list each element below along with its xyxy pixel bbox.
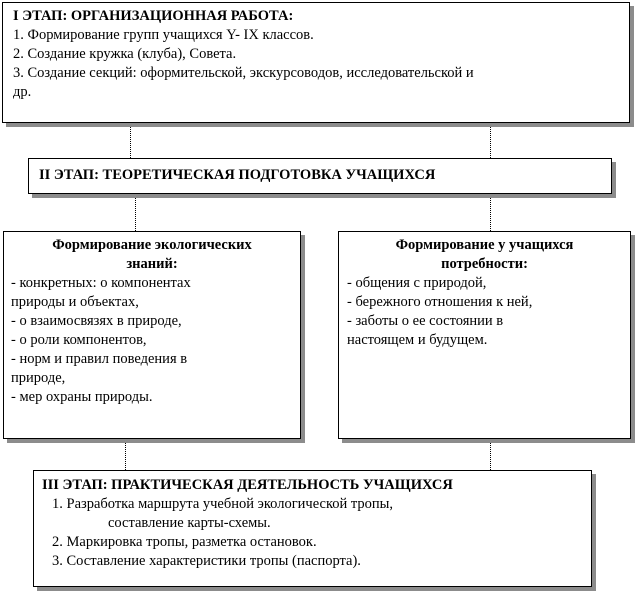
knowledge-item: - норм и правил поведения в bbox=[11, 351, 188, 367]
connector-needs-stage3 bbox=[490, 440, 491, 470]
needs-box bbox=[338, 231, 631, 439]
stage3-item-continuation: составление карты-схемы. bbox=[108, 515, 271, 531]
knowledge-item: - мер охраны природы. bbox=[11, 389, 153, 405]
knowledge-item: - о взаимосвязях в природе, bbox=[11, 313, 182, 329]
knowledge-item: природе, bbox=[11, 370, 66, 386]
stage1-item: 1. Формирование групп учащихся Y- IX классов. bbox=[13, 27, 314, 43]
stage3-item: 3. Составление характеристики тропы (паспорта). bbox=[52, 553, 361, 569]
stage2-box bbox=[28, 158, 612, 194]
connector-stage1-stage2-right bbox=[490, 124, 491, 158]
needs-title: Формирование у учащихся bbox=[395, 237, 574, 253]
stage1-item: др. bbox=[13, 84, 32, 100]
stage1-box bbox=[2, 2, 630, 123]
knowledge-title: знаний: bbox=[126, 256, 178, 272]
knowledge-item: природы и объектах, bbox=[11, 294, 139, 310]
knowledge-box bbox=[3, 231, 301, 439]
stage2-title: II ЭТАП: ТЕОРЕТИЧЕСКАЯ ПОДГОТОВКА УЧАЩИХСЯ bbox=[39, 167, 436, 183]
needs-item: - заботы о ее состоянии в bbox=[347, 313, 504, 329]
stage3-title: III ЭТАП: ПРАКТИЧЕСКАЯ ДЕЯТЕЛЬНОСТЬ УЧАЩИХСЯ bbox=[42, 477, 453, 493]
connector-stage2-knowledge bbox=[135, 195, 136, 231]
needs-item: настоящем и будущем. bbox=[347, 332, 488, 348]
stage3-item: 2. Маркировка тропы, разметка остановок. bbox=[52, 534, 317, 550]
connector-stage2-needs bbox=[490, 195, 491, 231]
needs-item: - общения с природой, bbox=[347, 275, 487, 291]
knowledge-item: - конкретных: о компонентах bbox=[11, 275, 191, 291]
needs-item: - бережного отношения к ней, bbox=[347, 294, 533, 310]
needs-title: потребности: bbox=[441, 256, 528, 272]
stage1-item: 2. Создание кружка (клуба), Совета. bbox=[13, 46, 237, 62]
stage1-item: 3. Создание секций: оформительской, экскурсоводов, исследовательской и bbox=[13, 65, 474, 81]
stage1-title: I ЭТАП: ОРГАНИЗАЦИОННАЯ РАБОТА: bbox=[13, 8, 294, 24]
knowledge-item: - о роли компонентов, bbox=[11, 332, 147, 348]
connector-knowledge-stage3 bbox=[125, 440, 126, 470]
connector-stage1-stage2-left bbox=[130, 124, 131, 158]
stage3-item: 1. Разработка маршрута учебной экологической тропы, bbox=[52, 496, 394, 512]
stage3-box bbox=[33, 470, 592, 587]
knowledge-title: Формирование экологических bbox=[52, 237, 252, 253]
